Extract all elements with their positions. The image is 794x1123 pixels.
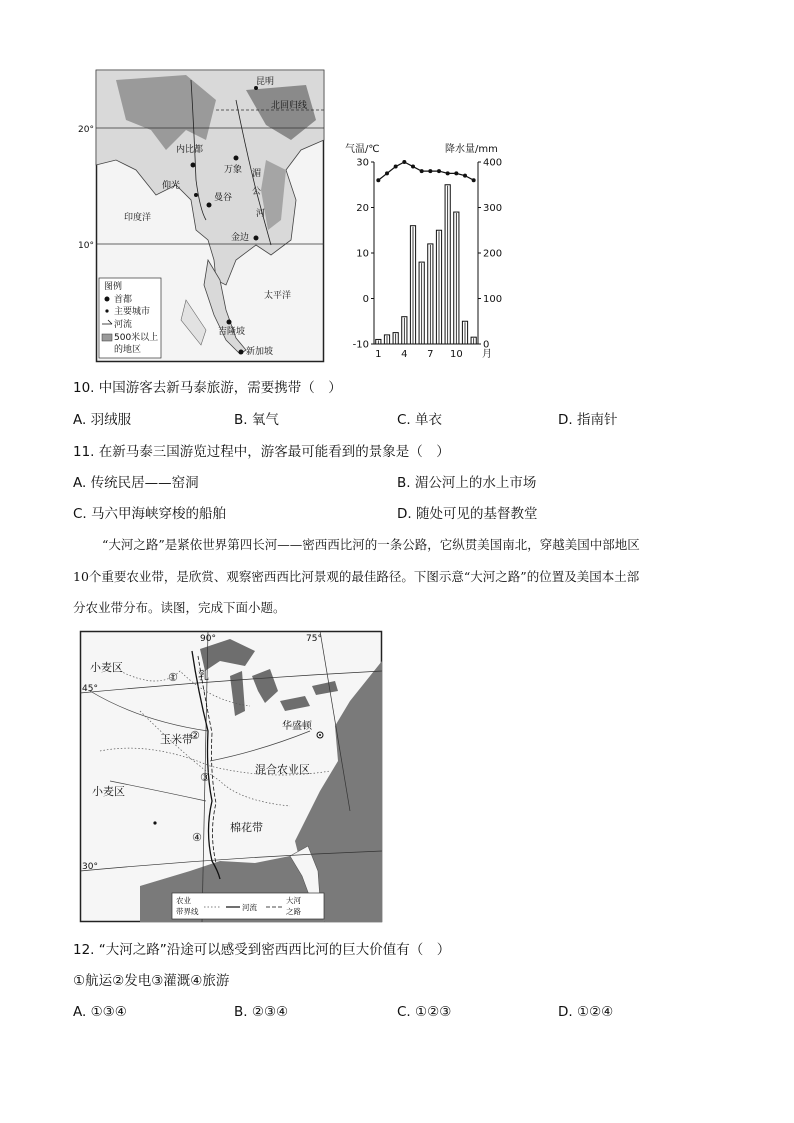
temperature-point xyxy=(385,171,389,175)
label-kunming: 昆明 xyxy=(256,77,275,87)
temperature-point xyxy=(454,171,458,175)
temperature-point xyxy=(376,178,380,182)
legend-river: 河流 xyxy=(114,320,133,330)
left-tick-label: -10 xyxy=(352,339,369,351)
label-vientiane: 万象 xyxy=(224,165,243,175)
marker-3: ③ xyxy=(200,771,210,784)
right-tick-label: 200 xyxy=(483,248,503,260)
legend-city: 主要城市 xyxy=(114,307,151,317)
right-tick-label: 100 xyxy=(483,294,503,305)
label-bangkok: 曼谷 xyxy=(214,193,233,203)
label-washington: 华盛顿 xyxy=(282,721,312,732)
lon-label-90: 90° xyxy=(200,634,216,644)
region-wheat-north: 小麦区 xyxy=(90,661,123,674)
label-phnompenh: 金边 xyxy=(231,233,250,243)
q10-option-a[interactable]: A. 羽绒服 xyxy=(73,412,132,428)
q10-option-b[interactable]: B. 氧气 xyxy=(234,412,279,428)
question-12-sub: ①航运②发电③灌溉④旅游 xyxy=(73,973,230,989)
temperature-point xyxy=(463,174,467,178)
chart-left-axis-label: 气温/℃ xyxy=(345,144,380,155)
left-tick-label: 0 xyxy=(362,294,369,305)
question-12-stem: 12. “大河之路”沿途可以感受到密西西比河的巨大价值有（ ） xyxy=(73,942,451,958)
x-unit-label: 月 xyxy=(482,349,492,360)
q12-option-d[interactable]: D. ①②④ xyxy=(558,1004,614,1020)
climate-chart xyxy=(340,140,520,365)
temperature-point xyxy=(394,165,398,169)
label-mekong-3: 河 xyxy=(256,209,266,219)
passage-line-1: “大河之路”是紧依世界第四长河——密西西比河的一条公路，它纵贯美国南北，穿越美国中部地区 xyxy=(102,537,640,552)
x-tick-label: 10 xyxy=(449,349,463,360)
q11-option-b[interactable]: B. 湄公河上的水上市场 xyxy=(397,475,537,491)
temperature-point xyxy=(437,169,441,173)
legend-belt-1: 农业 xyxy=(176,896,191,905)
legend-title: 图例 xyxy=(104,282,123,292)
label-yangon: 仰光 xyxy=(162,181,181,191)
q11-option-c[interactable]: C. 马六甲海峡穿梭的船舶 xyxy=(73,506,227,522)
lat-label-30: 30° xyxy=(82,862,98,872)
q11-option-a[interactable]: A. 传统民居——窑洞 xyxy=(73,475,199,491)
lon-label-75: 75° xyxy=(306,634,322,644)
chart-right-axis-label: 降水量/mm xyxy=(445,144,498,155)
q12-option-b[interactable]: B. ②③④ xyxy=(234,1004,289,1020)
temperature-point xyxy=(411,165,415,169)
passage-line-2: 10个重要农业带，是欣赏、观察密西西比河景观的最佳路径。下图示意“大河之路”的位置及美国本土部 xyxy=(73,569,640,584)
map2-legend xyxy=(172,893,324,919)
map1-legend xyxy=(99,278,161,358)
q10-option-d[interactable]: D. 指南针 xyxy=(558,412,618,428)
q11-option-d[interactable]: D. 随处可见的基督教堂 xyxy=(397,506,538,522)
x-tick-label: 7 xyxy=(427,349,434,360)
legend-road-2: 之路 xyxy=(286,907,301,916)
legend-belt-2: 带界线 xyxy=(176,907,199,916)
lat-label-20: 20° xyxy=(78,125,94,135)
marker-1: ① xyxy=(168,671,178,684)
label-naypyidaw: 内比都 xyxy=(176,145,204,155)
marker-2: ② xyxy=(190,729,200,742)
right-tick-label: 300 xyxy=(483,203,503,214)
temperature-point xyxy=(472,178,476,182)
temperature-point xyxy=(420,169,424,173)
label-tropic: 北回归线 xyxy=(271,101,308,111)
label-singapore: 新加坡 xyxy=(246,347,274,357)
temperature-point xyxy=(446,171,450,175)
legend-highland-2: 的地区 xyxy=(114,345,142,355)
label-indian-ocean: 印度洋 xyxy=(124,213,152,223)
region-cotton: 棉花带 xyxy=(230,821,263,834)
southeast-asia-map xyxy=(78,70,324,362)
q12-option-a[interactable]: A. ①③④ xyxy=(73,1004,127,1020)
x-tick-label: 1 xyxy=(375,349,382,360)
right-tick-label: 0 xyxy=(483,339,490,351)
legend-highland: 500米以上 xyxy=(114,333,159,343)
region-dairy: 乳 xyxy=(198,669,209,682)
passage-line-3: 分农业带分布。读图，完成下面小题。 xyxy=(73,600,286,615)
label-mekong-2: 公 xyxy=(252,187,262,197)
label-mekong-1: 湄 xyxy=(252,169,262,179)
usa-agriculture-map xyxy=(80,631,382,922)
left-tick-label: 10 xyxy=(356,248,369,260)
lat-label-10: 10° xyxy=(78,241,94,251)
question-10-stem: 10. 中国游客去新马泰旅游，需要携带（ ） xyxy=(73,380,342,396)
region-mixed: 混合农业区 xyxy=(255,763,310,776)
q10-option-c[interactable]: C. 单衣 xyxy=(397,412,443,428)
left-tick-label: 30 xyxy=(356,157,369,169)
legend-capital: 首都 xyxy=(114,295,133,305)
left-tick-label: 20 xyxy=(356,203,369,214)
legend-river: 河流 xyxy=(242,903,257,912)
x-tick-label: 4 xyxy=(401,349,408,360)
q12-option-c[interactable]: C. ①②③ xyxy=(397,1004,452,1020)
right-tick-label: 400 xyxy=(483,157,503,169)
legend-road-1: 大河 xyxy=(286,896,301,905)
temperature-point xyxy=(402,160,406,164)
region-corn-belt: 玉米带 xyxy=(160,733,193,746)
temperature-line xyxy=(378,162,473,180)
label-kl: 吉隆坡 xyxy=(218,327,246,337)
region-wheat-south: 小麦区 xyxy=(92,785,125,798)
marker-4: ④ xyxy=(192,831,202,844)
question-11-stem: 11. 在新马泰三国游览过程中，游客最可能看到的景象是（ ） xyxy=(73,444,450,460)
temperature-point xyxy=(428,169,432,173)
label-pacific: 太平洋 xyxy=(264,291,292,301)
lat-label-45: 45° xyxy=(82,684,98,694)
